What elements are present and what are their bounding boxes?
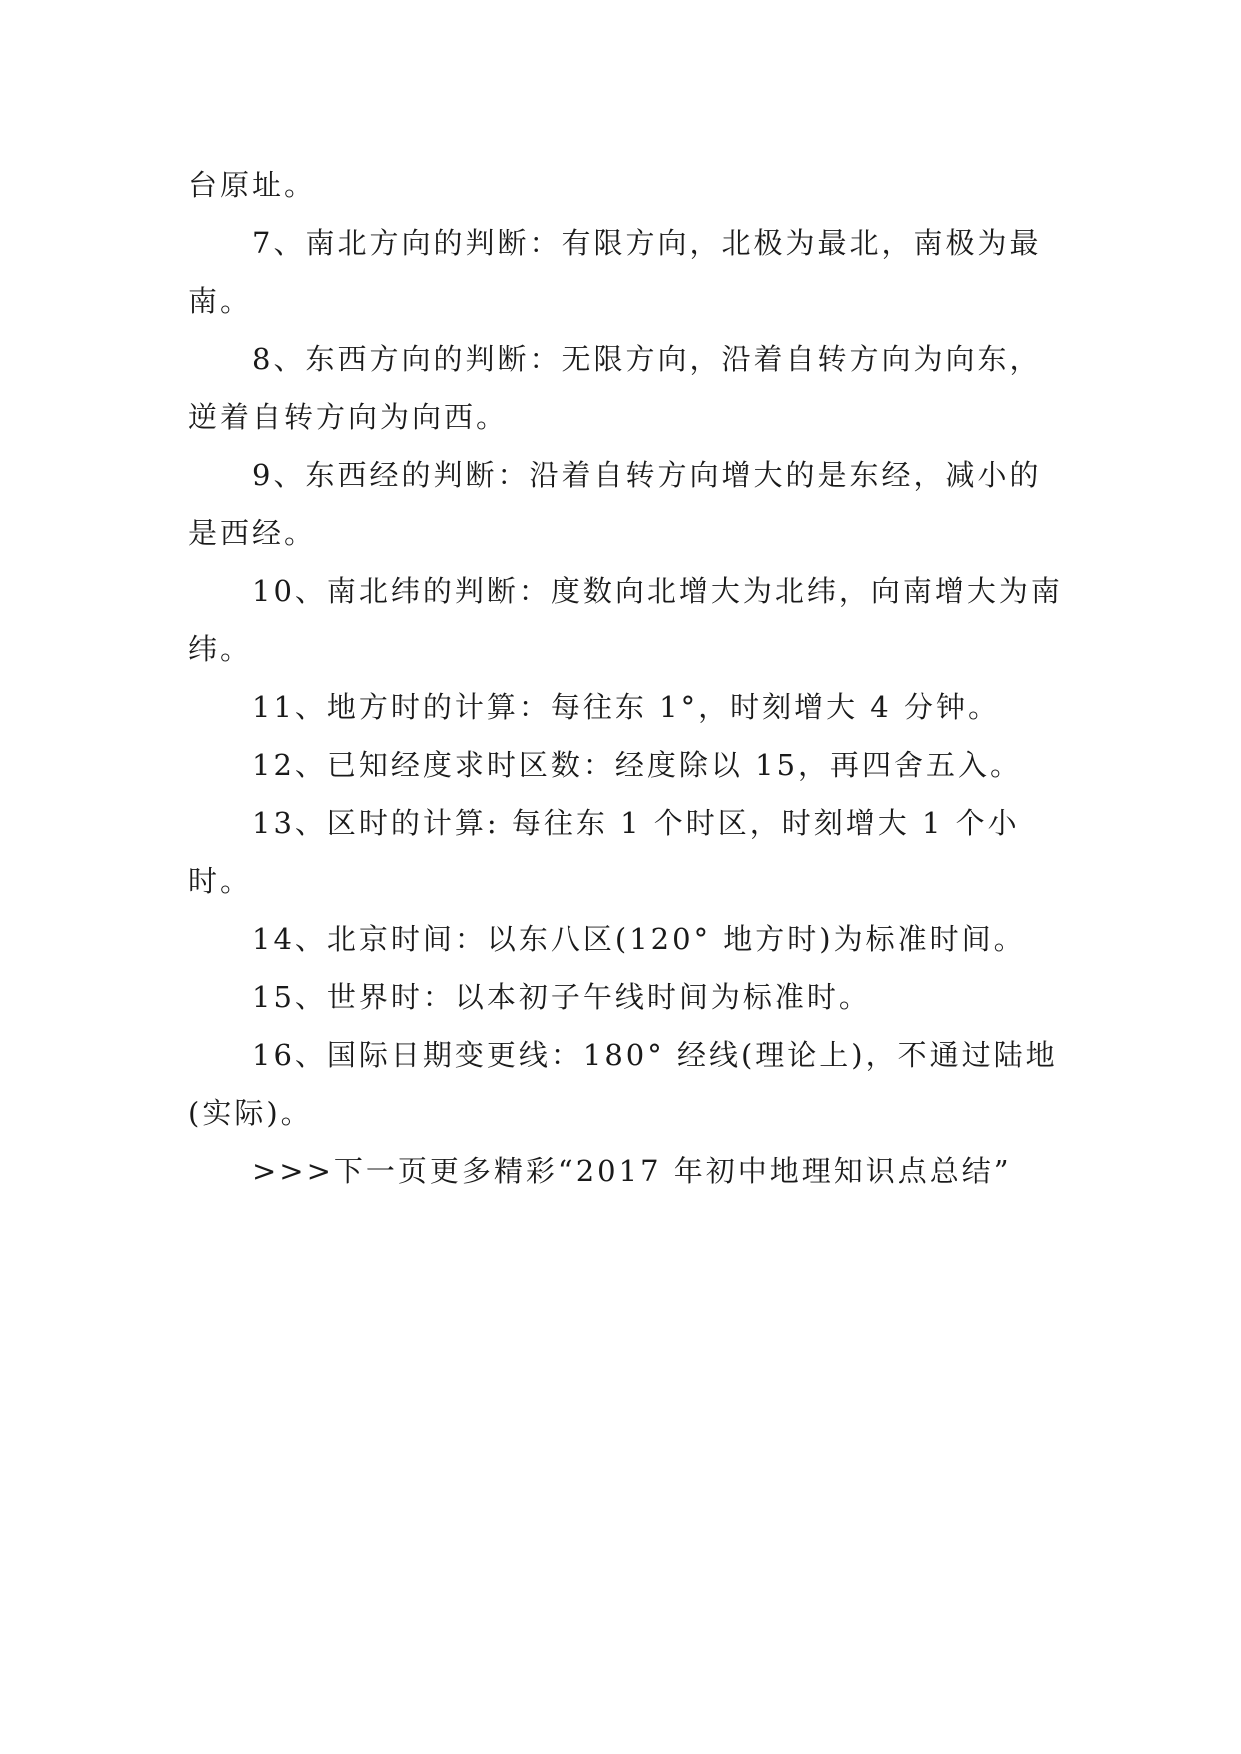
paragraph-item-9: 9、东西经的判断：沿着自转方向增大的是东经，减小的是西经。	[188, 458, 1042, 550]
paragraph-item-11: 11、地方时的计算：每往东 1°，时刻增大 4 分钟。	[252, 690, 1000, 724]
paragraph-item-14: 14、北京时间：以东八区(120° 地方时)为标准时间。	[252, 922, 1026, 956]
paragraph-item-8: 8、东西方向的判断：无限方向，沿着自转方向为向东，逆着自转方向为向西。	[188, 342, 1042, 434]
paragraph-item-16: 16、国际日期变更线：180° 经线(理论上)，不通过陆地(实际)。	[188, 1038, 1058, 1130]
paragraph-continuation: 台原址。	[188, 168, 317, 202]
paragraph-item-12: 12、已知经度求时区数：经度除以 15，再四舍五入。	[252, 748, 1023, 782]
paragraph-item-10: 10、南北纬的判断：度数向北增大为北纬，向南增大为南纬。	[188, 574, 1063, 666]
next-page-link[interactable]: >>>下一页更多精彩“2017 年初中地理知识点总结”	[252, 1154, 1012, 1188]
paragraph-item-15: 15、世界时：以本初子午线时间为标准时。	[252, 980, 871, 1014]
document-body	[188, 156, 1068, 1200]
paragraph-item-13: 13、区时的计算: 每往东 1 个时区，时刻增大 1 个小时。	[188, 806, 1020, 898]
paragraph-item-7: 7、南北方向的判断：有限方向，北极为最北，南极为最南。	[188, 226, 1042, 318]
